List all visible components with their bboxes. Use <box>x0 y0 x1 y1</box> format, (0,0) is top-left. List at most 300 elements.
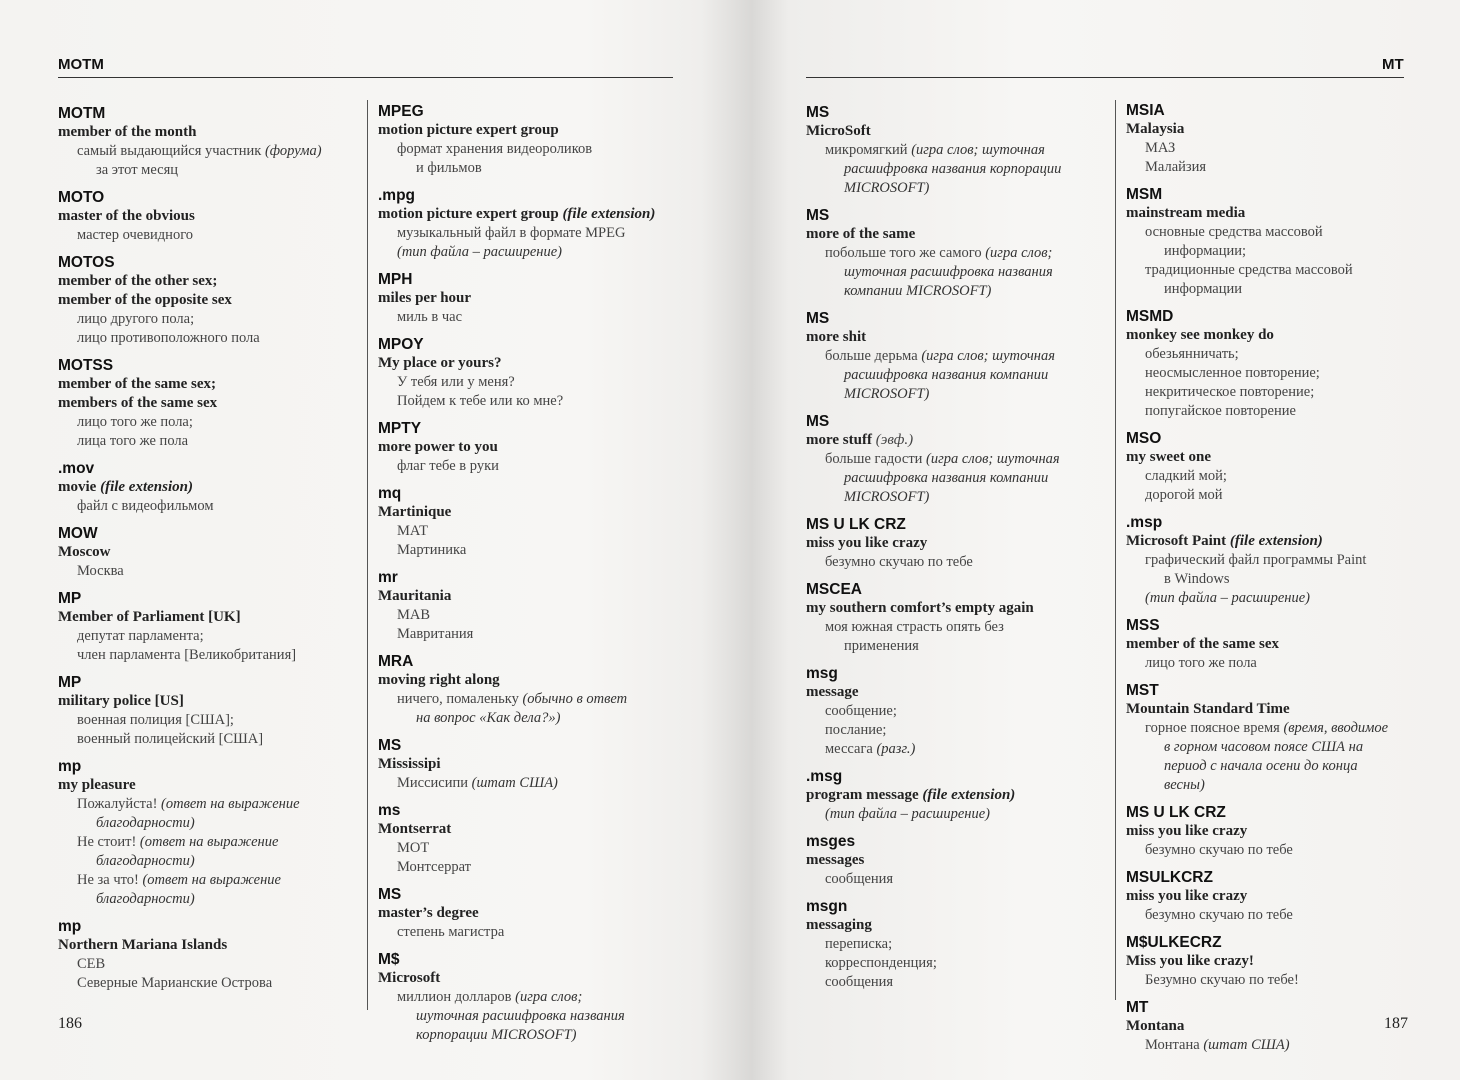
headword: MP <box>58 674 82 691</box>
dictionary-entry <box>378 484 678 560</box>
headword: msg <box>806 665 838 682</box>
translation-text: основные средства массовой <box>1145 224 1323 240</box>
column-divider-right <box>1115 100 1116 1000</box>
translation-text: сообщения <box>825 871 894 887</box>
translation-text: Малайзия <box>1145 159 1207 175</box>
translation-text: и фильмов <box>416 160 482 176</box>
headword: MOTM <box>58 105 106 122</box>
translation-text: Северные Марианские Острова <box>77 975 273 991</box>
headword: MSULKCRZ <box>1126 869 1213 886</box>
headword: MT <box>1126 999 1149 1016</box>
russian-translation <box>1126 486 1426 505</box>
dictionary-entry <box>378 885 678 942</box>
translation-text: мастер очевидного <box>77 227 194 243</box>
translation-text: Пожалуйста! <box>77 796 162 812</box>
russian-translation <box>378 858 678 877</box>
translation-text: больше гадости <box>825 451 927 467</box>
headword: MS <box>806 207 830 224</box>
russian-translation <box>378 373 678 392</box>
dictionary-entry <box>378 568 678 644</box>
russian-translation <box>1126 654 1426 673</box>
translation-note: шуточная расшифровка названия <box>416 1008 625 1024</box>
english-expansion <box>58 543 358 562</box>
dictionary-entry <box>806 103 1106 198</box>
expansion-note: (file extension) <box>100 479 193 495</box>
dictionary-column-1 <box>58 104 358 1001</box>
expansion-text: Mountain Standard Time <box>1126 701 1290 717</box>
expansion-text: my pleasure <box>58 777 136 793</box>
russian-translation <box>58 711 358 730</box>
russian-translation <box>1126 280 1426 299</box>
dictionary-entry <box>378 652 678 728</box>
dictionary-entry <box>58 673 358 749</box>
translation-text: обезьянничать; <box>1145 346 1239 362</box>
page-number-left: 186 <box>58 1015 82 1032</box>
dictionary-entry <box>378 102 678 178</box>
english-expansion <box>806 534 1106 553</box>
russian-translation <box>1126 158 1426 177</box>
russian-translation <box>58 833 358 852</box>
expansion-text: miles per hour <box>378 290 472 306</box>
expansion-text: message <box>806 684 859 700</box>
translation-text: моя южная страсть опять без <box>825 619 1004 635</box>
russian-translation <box>58 562 358 581</box>
expansion-text: Microsoft Paint <box>1126 533 1230 549</box>
running-head-left: MOTM <box>58 56 104 73</box>
headword: msgn <box>806 898 848 915</box>
english-expansion <box>58 207 358 226</box>
english-expansion <box>806 122 1106 141</box>
translation-text: безумно скучаю по тебе <box>825 554 973 570</box>
expansion-text: Microsoft <box>378 970 441 986</box>
english-expansion <box>806 786 1106 805</box>
headword: MP <box>58 590 82 607</box>
russian-translation <box>378 1007 678 1026</box>
expansion-text: miss you like crazy <box>1126 823 1248 839</box>
russian-translation <box>806 954 1106 973</box>
translation-note: расшифровка названия компании <box>844 367 1049 383</box>
headword: MST <box>1126 682 1159 699</box>
russian-translation <box>806 740 1106 759</box>
russian-translation <box>58 852 358 871</box>
russian-translation <box>378 140 678 159</box>
translation-note: благодарности) <box>96 891 195 907</box>
russian-translation <box>378 923 678 942</box>
expansion-text: program message <box>806 787 923 803</box>
translation-text: больше дерьма <box>825 348 922 364</box>
russian-translation <box>378 243 678 262</box>
expansion-text: messaging <box>806 917 872 933</box>
dictionary-entry <box>1126 803 1426 860</box>
translation-note: (игра слов; <box>515 989 583 1005</box>
dictionary-entry <box>806 832 1106 889</box>
russian-translation <box>1126 364 1426 383</box>
translation-text: сообщения <box>825 974 894 990</box>
translation-text: горное поясное время <box>1145 720 1284 736</box>
headword: MSM <box>1126 186 1163 203</box>
translation-text: военная полиция [США]; <box>77 712 234 728</box>
russian-translation <box>806 935 1106 954</box>
expansion-text: moving right along <box>378 672 500 688</box>
translation-text: У тебя или у меня? <box>397 374 515 390</box>
expansion-text: messages <box>806 852 865 868</box>
english-expansion <box>806 431 1106 450</box>
russian-translation <box>58 310 358 329</box>
dictionary-entry <box>806 897 1106 992</box>
russian-translation <box>58 329 358 348</box>
russian-translation <box>378 625 678 644</box>
translation-text: сладкий мой; <box>1145 468 1227 484</box>
translation-text: самый выдающийся участник <box>77 143 265 159</box>
dictionary-entry <box>806 206 1106 301</box>
english-expansion <box>58 608 358 627</box>
headword: .mpg <box>378 187 416 204</box>
english-expansion <box>806 225 1106 244</box>
russian-translation <box>58 955 358 974</box>
translation-text: формат хранения видеороликов <box>397 141 593 157</box>
headword: MPTY <box>378 420 422 437</box>
headword: MS U LK CRZ <box>1126 804 1226 821</box>
translation-text: лицо другого пола; <box>77 311 195 327</box>
english-expansion <box>378 438 678 457</box>
translation-note: (игра слов; <box>985 245 1053 261</box>
dictionary-entry <box>58 917 358 993</box>
dictionary-entry <box>806 664 1106 759</box>
russian-translation <box>378 839 678 858</box>
translation-text: некритическое повторение; <box>1145 384 1315 400</box>
translation-note: период с начала осени до конца <box>1164 758 1358 774</box>
dictionary-entry <box>58 524 358 581</box>
russian-translation <box>806 870 1106 889</box>
translation-note: (ответ на выражение <box>161 796 300 812</box>
russian-translation <box>806 282 1106 301</box>
expansion-note: (file extension) <box>922 787 1016 803</box>
russian-translation <box>1126 261 1426 280</box>
translation-note: расшифровка названия корпорации <box>844 161 1062 177</box>
translation-text: музыкальный файл в формате MPEG <box>397 225 626 241</box>
russian-translation <box>1126 383 1426 402</box>
english-expansion <box>1126 448 1426 467</box>
translation-text: сообщение; <box>825 703 897 719</box>
russian-translation <box>806 160 1106 179</box>
russian-translation <box>58 730 358 749</box>
translation-text: СЕВ <box>77 956 106 972</box>
headword: .msg <box>806 768 843 785</box>
headword: MSO <box>1126 430 1162 447</box>
russian-translation <box>806 366 1106 385</box>
russian-translation <box>378 457 678 476</box>
expansion-text: member of the same sex <box>1126 636 1280 652</box>
dictionary-entry <box>1126 429 1426 505</box>
translation-text: МАВ <box>397 607 431 623</box>
russian-translation <box>806 244 1106 263</box>
translation-text: лицо противоположного пола <box>77 330 260 346</box>
headword: MS U LK CRZ <box>806 516 906 533</box>
russian-translation <box>1126 223 1426 242</box>
dictionary-column-2 <box>378 102 678 1053</box>
expansion-text: My place or yours? <box>378 355 502 371</box>
english-expansion <box>58 123 358 142</box>
english-expansion <box>378 289 678 308</box>
expansion-text: miss you like crazy <box>1126 888 1248 904</box>
english-expansion <box>378 671 678 690</box>
expansion-text: Mauritania <box>378 588 452 604</box>
russian-translation <box>806 347 1106 366</box>
dictionary-entry <box>1126 868 1426 925</box>
headword: MPOY <box>378 336 424 353</box>
translation-text: Безумно скучаю по тебе! <box>1145 972 1299 988</box>
translation-text: МАТ <box>397 523 428 539</box>
translation-text: побольше того же самого <box>825 245 986 261</box>
english-expansion <box>1126 635 1426 654</box>
expansion-text: members of the same sex <box>58 395 218 411</box>
russian-translation <box>1126 345 1426 364</box>
translation-note: (штат США) <box>471 775 558 791</box>
translation-note: благодарности) <box>96 815 195 831</box>
russian-translation <box>1126 906 1426 925</box>
expansion-text: monkey see monkey do <box>1126 327 1274 343</box>
translation-note: компании MICROSOFT) <box>844 283 992 299</box>
english-expansion <box>1126 204 1426 223</box>
russian-translation <box>806 553 1106 572</box>
russian-translation <box>1126 589 1426 608</box>
expansion-text: Member of Parliament [UK] <box>58 609 241 625</box>
russian-translation <box>1126 841 1426 860</box>
russian-translation <box>806 263 1106 282</box>
russian-translation <box>378 690 678 709</box>
dictionary-entry <box>58 253 358 348</box>
russian-translation <box>806 179 1106 198</box>
translation-note: (штат США) <box>1203 1037 1290 1053</box>
headword: M$ <box>378 951 400 968</box>
translation-text: Мавритания <box>397 626 474 642</box>
russian-translation <box>1126 402 1426 421</box>
russian-translation <box>1126 1036 1426 1055</box>
headword: mp <box>58 918 82 935</box>
headword: MSS <box>1126 617 1160 634</box>
dictionary-entry <box>1126 307 1426 421</box>
expansion-text: more power to you <box>378 439 498 455</box>
english-expansion <box>58 936 358 955</box>
translation-text: лицо того же пола; <box>77 414 193 430</box>
expansion-text: Malaysia <box>1126 121 1185 137</box>
dictionary-entry <box>58 589 358 665</box>
translation-note: (ответ на выражение <box>139 834 279 850</box>
translation-note: в горном часовом поясе США на <box>1164 739 1364 755</box>
russian-translation <box>806 141 1106 160</box>
translation-note: (игра слов; шуточная <box>921 348 1055 364</box>
expansion-text: member of the other sex; <box>58 273 218 289</box>
english-expansion <box>58 375 358 394</box>
translation-text: информации; <box>1164 243 1247 259</box>
english-expansion <box>58 776 358 795</box>
translation-text: микромягкий <box>825 142 912 158</box>
russian-translation <box>58 795 358 814</box>
expansion-text: member of the month <box>58 124 197 140</box>
russian-translation <box>58 890 358 909</box>
translation-text: попугайское повторение <box>1145 403 1296 419</box>
russian-translation <box>378 159 678 178</box>
dictionary-entry <box>58 459 358 516</box>
dictionary-entry <box>806 767 1106 824</box>
dictionary-entry <box>1126 998 1426 1055</box>
translation-text: дорогой мой <box>1145 487 1223 503</box>
russian-translation <box>58 646 358 665</box>
russian-translation <box>1126 570 1426 589</box>
translation-note: MICROSOFT) <box>844 386 930 402</box>
translation-text: миль в час <box>397 309 463 325</box>
dictionary-entry <box>378 419 678 476</box>
translation-text: традиционные средства массовой <box>1145 262 1353 278</box>
expansion-text: movie <box>58 479 101 495</box>
dictionary-entry <box>58 356 358 451</box>
dictionary-entry <box>1126 681 1426 795</box>
translation-text: Москва <box>77 563 124 579</box>
translation-note: (тип файла – расширение) <box>397 244 562 260</box>
russian-translation <box>1126 738 1426 757</box>
translation-note: расшифровка названия компании <box>844 470 1049 486</box>
russian-translation <box>806 385 1106 404</box>
english-expansion <box>378 354 678 373</box>
headword: .mov <box>58 460 95 477</box>
english-expansion <box>378 969 678 988</box>
english-expansion <box>1126 887 1426 906</box>
dictionary-entry <box>1126 101 1426 177</box>
translation-text: переписка; <box>825 936 893 952</box>
headword: MOTOS <box>58 254 115 271</box>
translation-text: миллион долларов <box>397 989 516 1005</box>
russian-translation <box>1126 776 1426 795</box>
russian-translation <box>378 541 678 560</box>
expansion-text: master of the obvious <box>58 208 195 224</box>
translation-text: Миссисипи <box>397 775 472 791</box>
russian-translation <box>806 450 1106 469</box>
translation-text: за этот месяц <box>96 162 179 178</box>
headword: MS <box>378 886 402 903</box>
russian-translation <box>1126 757 1426 776</box>
russian-translation <box>1126 551 1426 570</box>
russian-translation <box>378 988 678 1007</box>
translation-text: применения <box>844 638 919 654</box>
headword: msges <box>806 833 856 850</box>
english-expansion <box>58 692 358 711</box>
translation-note: (тип файла – расширение) <box>825 806 990 822</box>
russian-translation <box>806 488 1106 507</box>
dictionary-entry <box>1126 616 1426 673</box>
english-expansion <box>378 755 678 774</box>
translation-text: файл с видеофильмом <box>77 498 214 514</box>
translation-note: MICROSOFT) <box>844 180 930 196</box>
translation-text: Не стоит! <box>77 834 140 850</box>
english-expansion <box>378 820 678 839</box>
usage-label: (эвф.) <box>875 432 914 448</box>
translation-text: послание; <box>825 722 887 738</box>
expansion-text: Montserrat <box>378 821 452 837</box>
dictionary-entry <box>58 188 358 245</box>
russian-translation <box>378 392 678 411</box>
english-expansion <box>1126 700 1426 719</box>
english-expansion <box>806 916 1106 935</box>
expansion-text: Martinique <box>378 504 452 520</box>
russian-translation <box>806 637 1106 656</box>
translation-note: на вопрос «Как дела?») <box>416 710 561 726</box>
headword: mr <box>378 569 398 586</box>
translation-text: корреспонденция; <box>825 955 937 971</box>
translation-text: ничего, помаленьку <box>397 691 523 707</box>
headword: MS <box>378 737 402 754</box>
expansion-text: Northern Mariana Islands <box>58 937 228 953</box>
dictionary-entry <box>378 736 678 793</box>
headword: MSMD <box>1126 308 1174 325</box>
expansion-text: motion picture expert group <box>378 122 559 138</box>
translation-text: военный полицейский [США] <box>77 731 264 747</box>
translation-note: (форума) <box>264 143 322 159</box>
running-head-right: MT <box>1382 56 1404 73</box>
russian-translation <box>58 413 358 432</box>
header-rule-right <box>806 77 1404 78</box>
russian-translation <box>378 522 678 541</box>
translation-note: (ответ на выражение <box>142 872 281 888</box>
expansion-text: my southern comfort’s empty again <box>806 600 1034 616</box>
dictionary-entry <box>378 270 678 327</box>
page-number-right: 187 <box>1384 1015 1408 1032</box>
translation-text: Монтсеррат <box>397 859 472 875</box>
russian-translation <box>1126 467 1426 486</box>
translation-text: Пойдем к тебе или ко мне? <box>397 393 564 409</box>
russian-translation <box>378 224 678 243</box>
russian-translation <box>58 432 358 451</box>
headword: MS <box>806 413 830 430</box>
russian-translation <box>806 702 1106 721</box>
english-expansion <box>1126 1017 1426 1036</box>
headword: MPH <box>378 271 413 288</box>
expansion-text: Montana <box>1126 1018 1185 1034</box>
headword: MS <box>806 104 830 121</box>
russian-translation <box>378 606 678 625</box>
translation-text: неосмысленное повторение; <box>1145 365 1320 381</box>
english-expansion <box>58 394 358 413</box>
headword: MS <box>806 310 830 327</box>
expansion-text: my sweet one <box>1126 449 1211 465</box>
translation-text: степень магистра <box>397 924 505 940</box>
dictionary-entry <box>378 186 678 262</box>
translation-text: Мартиника <box>397 542 467 558</box>
dictionary-entry <box>378 950 678 1045</box>
translation-note: шуточная расшифровка названия <box>844 264 1053 280</box>
dictionary-entry <box>806 309 1106 404</box>
russian-translation <box>806 973 1106 992</box>
headword: MRA <box>378 653 414 670</box>
english-expansion <box>58 478 358 497</box>
headword: MPEG <box>378 103 424 120</box>
dictionary-entry <box>58 104 358 180</box>
english-expansion <box>378 503 678 522</box>
russian-translation <box>58 161 358 180</box>
dictionary-entry <box>806 580 1106 656</box>
russian-translation <box>58 974 358 993</box>
expansion-note: (file extension) <box>1229 533 1323 549</box>
translation-note: благодарности) <box>96 853 195 869</box>
translation-text: МАЗ <box>1145 140 1176 156</box>
english-expansion <box>378 587 678 606</box>
english-expansion <box>806 683 1106 702</box>
expansion-text: military police [US] <box>58 693 184 709</box>
russian-translation <box>58 871 358 890</box>
english-expansion <box>1126 822 1426 841</box>
translation-note: весны) <box>1164 777 1205 793</box>
headword: MOW <box>58 525 98 542</box>
expansion-text: motion picture expert group <box>378 206 563 222</box>
